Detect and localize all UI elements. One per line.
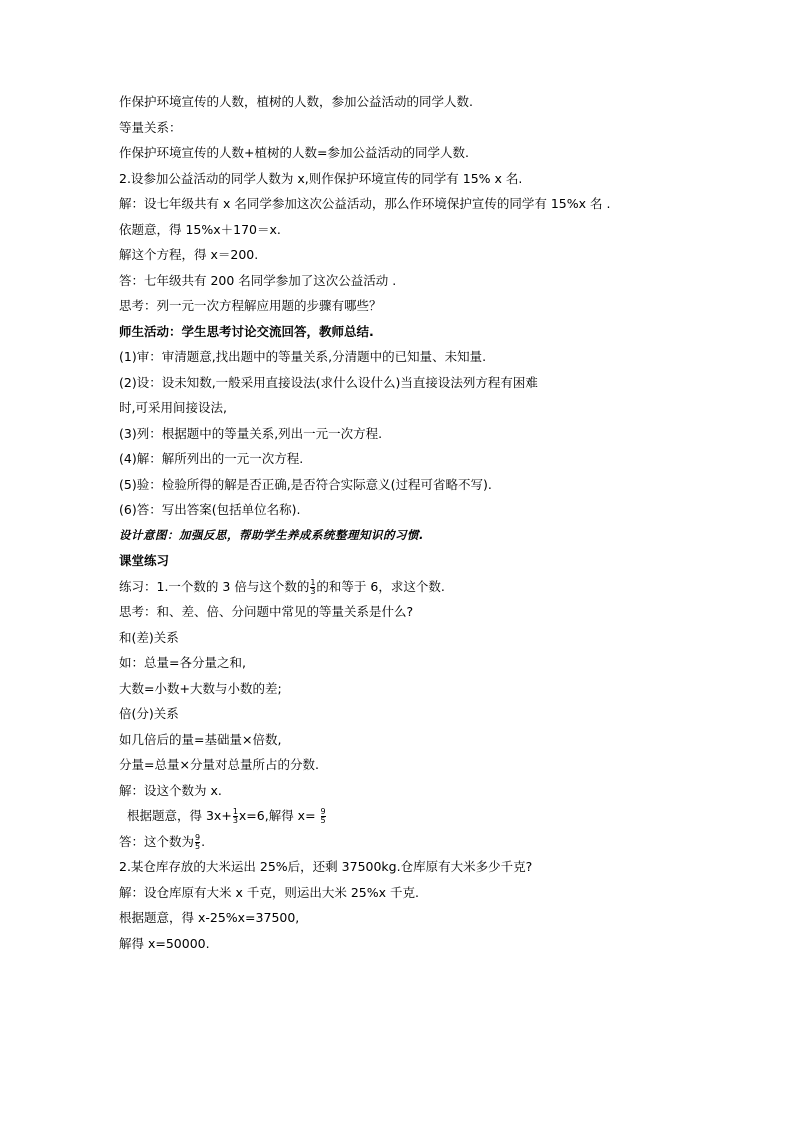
text-line: 分量=总量×分量对总量所占的分数.	[119, 757, 319, 772]
text-line: (1)审：审清题意,找出题中的等量关系,分清题中的已知量、未知量.	[119, 349, 487, 364]
text-line: 根据题意，得 x-25%x=37500,	[119, 910, 300, 925]
text-line: 作保护环境宣传的人数+植树的人数=参加公益活动的同学人数.	[119, 145, 469, 160]
text-line: 师生活动：学生思考讨论交流回答，教师总结.	[119, 323, 374, 339]
equation-text: 根据题意，得 3x+	[127, 808, 232, 823]
text-line: (6)答：写出答案(包括单位名称).	[119, 502, 301, 517]
section-heading: 课堂练习	[119, 553, 170, 568]
text-line: 答：七年级共有 200 名同学参加了这次公益活动 .	[119, 272, 397, 288]
equation-line	[119, 807, 679, 833]
fraction: $\frac{9}{5}$	[320, 807, 326, 825]
text-line: 解：设仓库原有大米 x 千克，则运出大米 25%x 千克.	[119, 884, 419, 900]
text-line: (2)设：设未知数,一般采用直接设法(求什么设什么)当直接设法列方程有困难	[119, 374, 538, 390]
text-line: (4)解：解所列出的一元一次方程.	[119, 451, 304, 466]
text-line: (3)列：根据题中的等量关系,列出一元一次方程.	[119, 425, 383, 441]
answer-text: .	[201, 833, 206, 849]
text-line: 等量关系：	[119, 119, 182, 135]
text-line: 2.设参加公益活动的同学人数为 x,则作保护环境宣传的同学有 15% x 名.	[119, 170, 523, 186]
fraction: $\frac{1}{3}$	[232, 807, 238, 825]
text-line: 解：设七年级共有 x 名同学参加这次公益活动，那么作环境保护宣传的同学有 15%x 名 .	[119, 196, 611, 211]
text-line: 作保护环境宣传的人数，植树的人数，参加公益活动的同学人数.	[119, 94, 473, 109]
text-line: 2.某仓库存放的大米运出 25%后，还剩 37500kg.仓库原有大米多少千克?	[119, 859, 533, 874]
text-line: 思考：和、差、倍、分问题中常见的等量关系是什么?	[119, 604, 414, 619]
text-line: (5)验：检验所得的解是否正确,是否符合实际意义(过程可省略不写).	[119, 476, 492, 492]
text-line: 时,可采用间接设法,	[119, 400, 227, 415]
text-line: 解得 x=50000.	[119, 935, 210, 951]
text-line: 和(差)关系	[119, 629, 179, 645]
design-intent: 设计意图：加强反思，帮助学生养成系统整理知识的习惯.	[119, 527, 424, 542]
exercise-1-text: 练习：1.一个数的 3 倍与这个数的	[119, 578, 310, 594]
fraction: $\frac{1}{3}$	[310, 577, 316, 596]
text-line: 倍(分)关系	[119, 706, 179, 721]
answer-text: 答：这个数为	[119, 833, 195, 849]
exercise-1-text: 的和等于 6，求这个数.	[316, 578, 445, 594]
text-line: 解这个方程，得 x＝200.	[119, 247, 259, 262]
text-line: 解：设这个数为 x.	[119, 782, 222, 798]
text-line: 思考：列一元一次方程解应用题的步骤有哪些？	[119, 298, 382, 313]
equation-text: x=6,解得 x=	[238, 808, 320, 823]
fraction: $\frac{9}{5}$	[195, 832, 201, 851]
text-line: 如几倍后的量=基础量×倍数,	[119, 731, 282, 747]
document-body	[119, 93, 679, 960]
text-line: 如：总量=各分量之和,	[119, 655, 246, 670]
exercise-1	[119, 578, 679, 604]
answer-line	[119, 833, 679, 859]
text-line: 依题意，得 15%x＋170＝x.	[119, 221, 281, 237]
text-line: 大数=小数+大数与小数的差;	[119, 680, 282, 696]
